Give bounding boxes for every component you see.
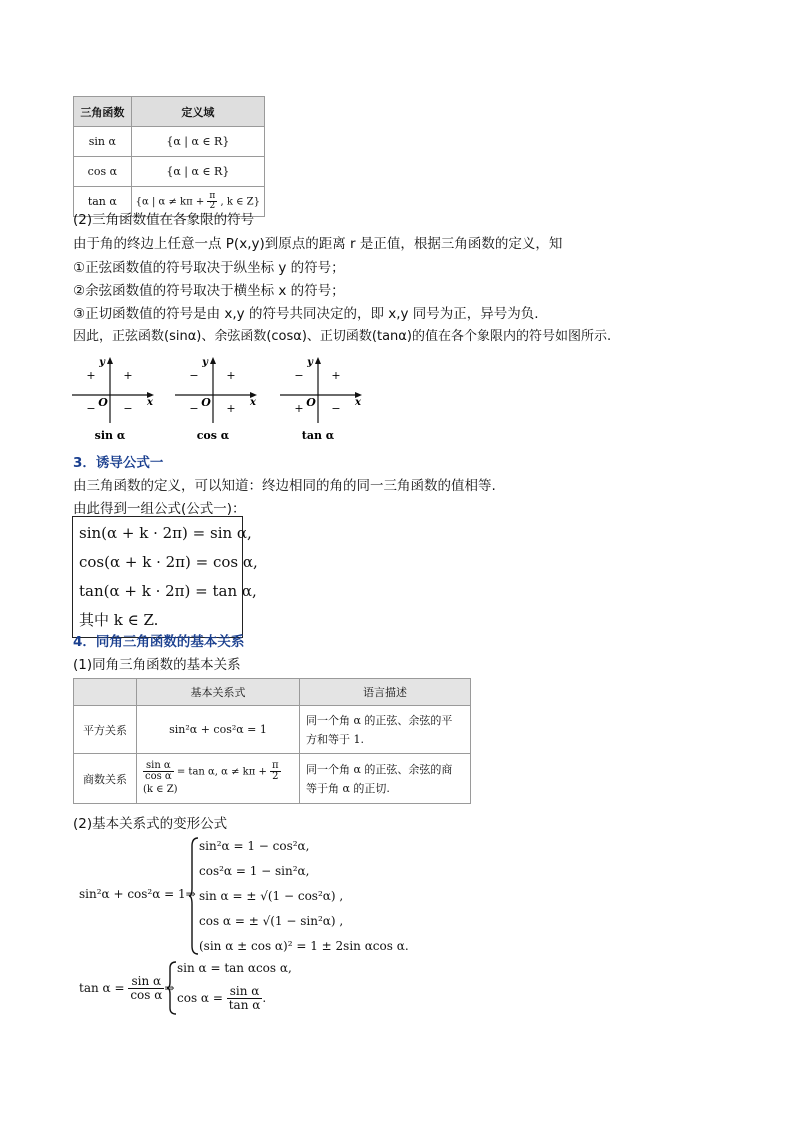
section3-heading: 3．诱导公式一 [73,455,164,471]
derive2-line1: sin α = tan αcos α, [177,961,292,975]
frac-numerator: π [272,759,279,771]
derive-line: (sin α ± cos α)² = 1 ± 2sin αcos α. [199,939,409,953]
desc-line: 等于角 α 的正切. [306,781,390,795]
derive1-lhs: sin²α + cos²α = 1⇒ [79,887,196,901]
x-axis-label: x [147,397,153,408]
sign-diagram-label: sin α [94,429,126,442]
quadrant-4-sign: + [226,402,236,415]
table-row [74,754,471,804]
y-axis-label: y [202,357,208,368]
section3-line: 由三角函数的定义，可以知道：终边相同的角的同一三角函数的值相等. [73,478,496,494]
frac-denominator: 2 [272,771,279,782]
period: . [262,991,267,1006]
domain-table-header-domain: 定义域 [131,97,264,127]
quadrant-3-sign: + [294,402,304,415]
formula-condition: (k ∈ Z) [143,783,178,795]
x-axis-label: x [250,397,256,408]
quadrant-3-sign: − [189,402,199,415]
pi-over-2-fraction [270,761,281,783]
sign-diagrams [70,353,370,443]
formula-line: tan(α + k · 2π) = tan α, [79,582,257,600]
derive-line: cos²α = 1 − sin²α, [199,864,310,878]
section4-sub1: (1)同角三角函数的基本关系 [73,657,241,673]
domain-table-header-func: 三角函数 [74,97,132,127]
func-cell: tan α [74,187,132,217]
implies-arrow: ⇒ [164,981,175,996]
frac-denominator: 2 [209,201,216,211]
origin-label: O [201,396,211,409]
quadrant-2-sign: − [189,369,199,382]
y-axis-label: y [307,357,313,368]
frac-numerator: sin α [227,985,263,999]
frac-numerator: sin α [143,761,174,773]
sign-diagram-label: cos α [196,429,230,442]
domain-prefix: {α | α ≠ kπ + [135,196,205,207]
relation-formula: sin²α + cos²α = 1 [137,706,300,754]
relation-name: 商数关系 [74,754,137,804]
sin-over-cos-fraction [128,975,164,1001]
formula-line: sin(α + k · 2π) = sin α, [79,524,252,542]
formula-rest: = tan α, α ≠ kπ + [176,766,267,777]
formula-line: cos(α + k · 2π) = cos α, [79,553,258,571]
section2-line: ③正切函数值的符号是由 x,y 的符号共同决定的，即 x,y 同号为正，异号为负. [73,306,539,322]
domain-cell: {α | α ∈ R} [131,127,264,157]
derive-line: sin²α = 1 − cos²α, [199,839,310,853]
sin-over-cos-fraction [143,761,174,783]
quadrant-1-sign: + [123,369,133,382]
desc-line: 同一个角 α 的正弦、余弦的平 [306,713,453,727]
frac-denominator: tan α [228,997,261,1012]
basic-relation-table [73,678,471,804]
quadrant-2-sign: + [86,369,96,382]
relation-formula [137,754,300,804]
section3-line: 由此得到一组公式(公式一)： [73,501,246,517]
quadrant-1-sign: + [226,369,236,382]
x-axis-label: x [355,397,361,408]
frac-numerator: π [209,190,216,201]
derive-line: sin α = ± √(1 − cos²α) , [199,889,344,903]
desc-line: 同一个角 α 的正弦、余弦的商 [306,762,453,776]
section2-line: 因此，正弦函数(sinα)、余弦函数(cosα)、正切函数(tanα)的值在各个象限内的符号如图所示. [73,329,612,344]
derive2-line2 [177,985,266,1011]
y-axis-arrow-icon [107,357,113,364]
derive1-lines [199,834,409,959]
frac-numerator: sin α [128,975,164,989]
formula-line: 其中 k ∈ Z. [79,611,159,629]
quadrant-4-sign: − [331,402,341,415]
relation-desc [300,706,471,754]
frac-denominator: cos α [145,771,172,782]
relation-table-header-desc: 语言描述 [300,679,471,706]
derive-line: cos α = ± √(1 − sin²α) , [199,914,344,928]
domain-table [73,96,265,217]
quadrant-4-sign: − [123,402,133,415]
origin-label: O [98,396,108,409]
derive2-lhs [79,975,174,1001]
relation-table-header-blank [74,679,137,706]
quadrant-2-sign: − [294,369,304,382]
frac-denominator: cos α [130,987,163,1002]
formula-one-box [72,516,258,638]
section2-heading: (2)三角函数值在各象限的符号 [73,212,255,228]
derive2-lhs-eq: tan α = [79,981,125,996]
sign-diagram-label: tan α [301,429,335,442]
table-row [74,127,265,157]
origin-label: O [306,396,316,409]
table-row [74,706,471,754]
section2-line: 由于角的终边上任意一点 P(x,y)到原点的距离 r 是正值，根据三角函数的定义，知 [73,236,563,252]
section4-sub2: (2)基本关系式的变形公式 [73,816,228,832]
relation-desc [300,754,471,804]
sin-over-tan-fraction [227,985,263,1011]
derive2-line2-lhs: cos α = [177,991,223,1006]
domain-cell: {α | α ∈ R} [131,157,264,187]
section2-line: ①正弦函数值的符号取决于纵坐标 y 的符号； [73,260,345,276]
section4-heading: 4．同角三角函数的基本关系 [73,634,245,650]
table-row [74,157,265,187]
func-cell: sin α [74,127,132,157]
relation-name: 平方关系 [74,706,137,754]
quadrant-3-sign: − [86,402,96,415]
y-axis-label: y [99,357,105,368]
domain-suffix: , k ∈ Z} [220,196,260,207]
quadrant-1-sign: + [331,369,341,382]
section2-line: ②余弦函数值的符号取决于横坐标 x 的符号； [73,283,345,299]
relation-table-header-formula: 基本关系式 [137,679,300,706]
y-axis-arrow-icon [210,357,216,364]
y-axis-arrow-icon [315,357,321,364]
desc-line: 方和等于 1. [306,732,364,746]
func-cell: cos α [74,157,132,187]
sign-diagram-svg [70,353,370,443]
